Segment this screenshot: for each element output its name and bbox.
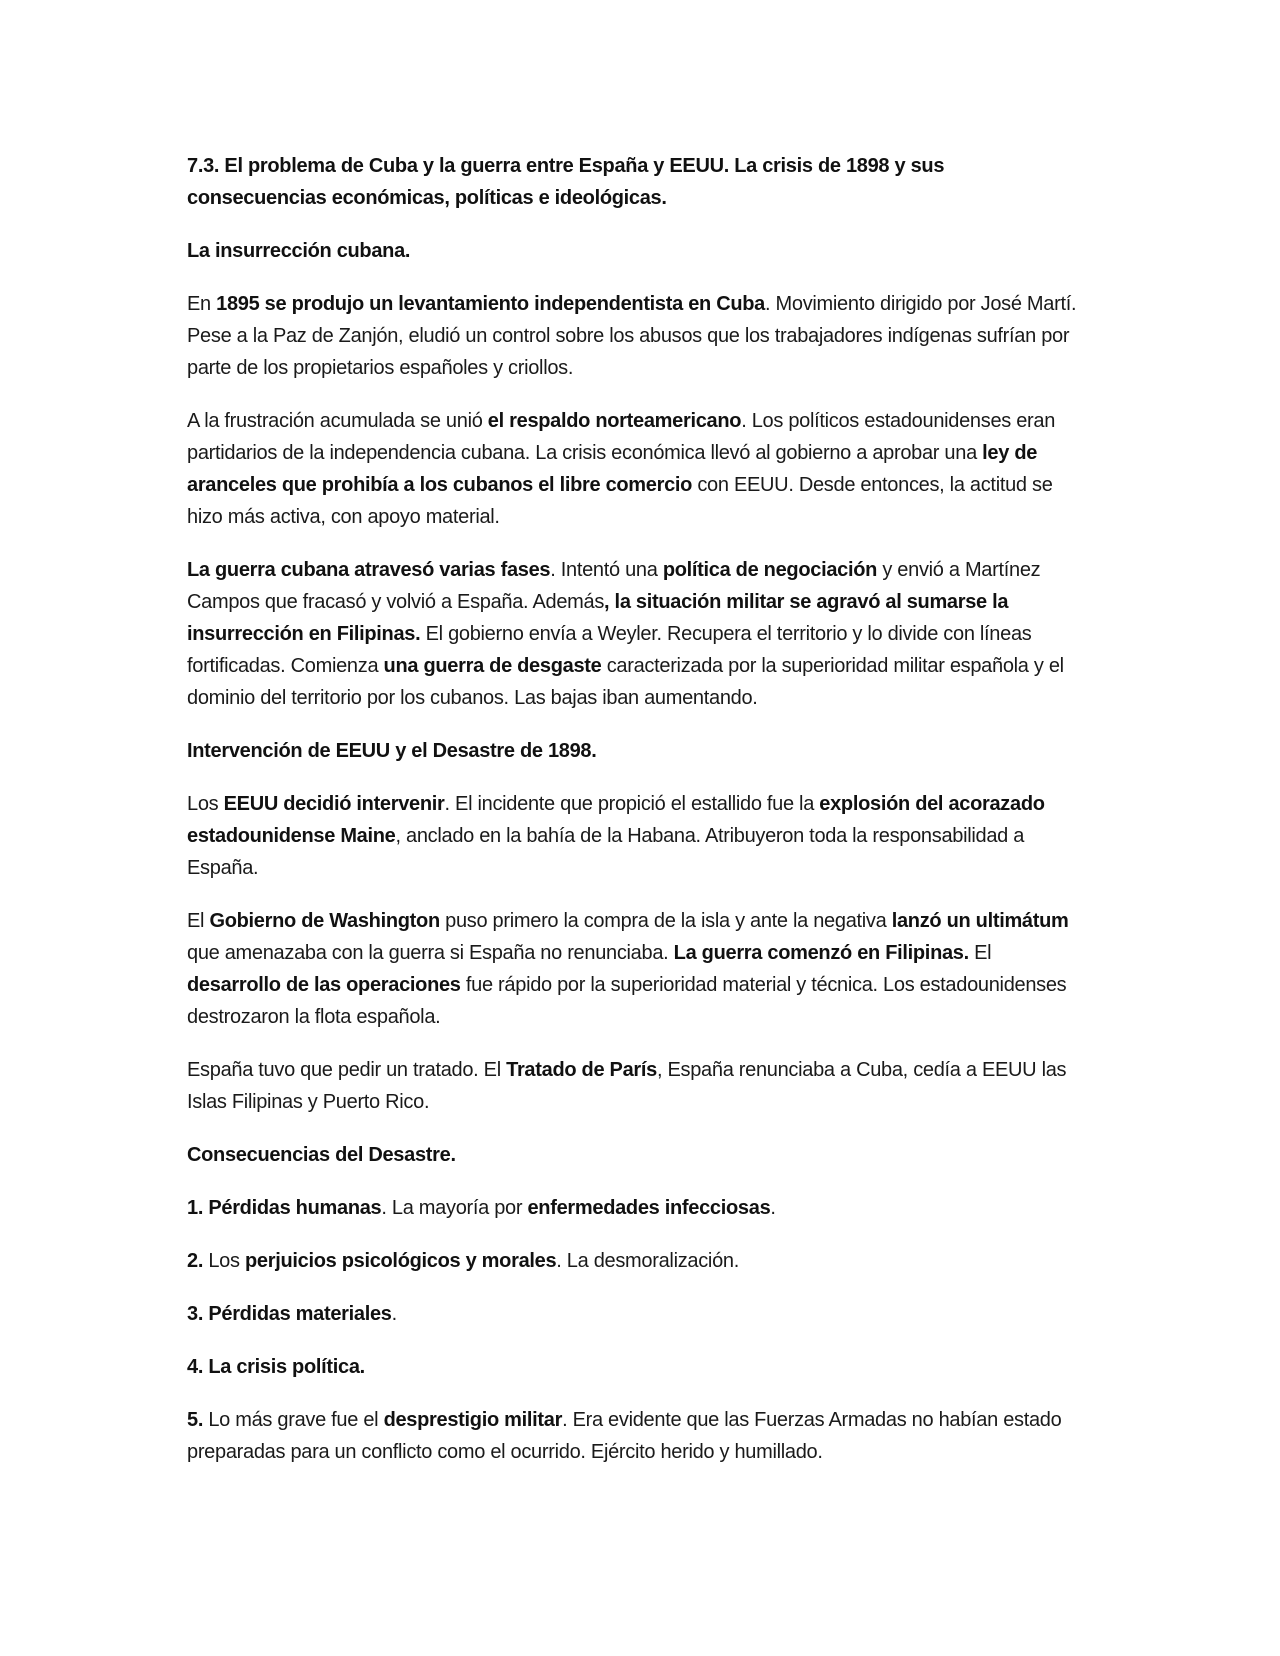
text-run: . xyxy=(391,1303,397,1325)
paragraph xyxy=(187,1351,1087,1383)
paragraph xyxy=(187,1245,1087,1277)
text-run: , España renunciaba a Cuba, cedía a EEUU las Islas Filipinas y Puerto Rico. xyxy=(187,1059,1067,1113)
bold-text-run: 1. Pérdidas humanas xyxy=(187,1197,382,1219)
text-run: , anclado en la bahía de la Habana. Atribuyeron toda la responsabilidad a España. xyxy=(187,825,1025,879)
bold-text-run: EEUU decidió intervenir xyxy=(223,793,445,815)
bold-text-run: desprestigio militar xyxy=(383,1409,563,1431)
bold-text-run: La insurrección cubana. xyxy=(187,240,411,262)
text-run: . El incidente que propició el estallido fue la xyxy=(444,793,820,815)
bold-text-run: explosión del acorazado estadounidense Maine xyxy=(187,793,1045,847)
text-run: En xyxy=(187,293,217,315)
text-run: A la frustración acumulada se unió xyxy=(187,410,488,432)
text-run: España tuvo que pedir un tratado. El xyxy=(187,1059,507,1081)
bold-text-run: perjuicios psicológicos y morales xyxy=(244,1250,557,1272)
paragraph xyxy=(187,1404,1087,1468)
text-run: El gobierno envía a Weyler. Recupera el territorio y lo divide con líneas fortificadas. Comienza xyxy=(187,623,1032,677)
paragraph xyxy=(187,1192,1087,1224)
bold-text-run: Gobierno de Washington xyxy=(209,910,440,932)
text-run: caracterizada por la superioridad militar española y el dominio del territorio por los cubanos. Las bajas iban aumentando. xyxy=(187,655,1064,709)
bold-text-run: 2. xyxy=(187,1250,204,1272)
document-page xyxy=(187,150,1087,1489)
bold-text-run: el respaldo norteamericano xyxy=(487,410,742,432)
bold-text-run: 3. Pérdidas materiales xyxy=(187,1303,392,1325)
text-run: fue rápido por la superioridad material y técnica. Los estadounidenses destrozaron la flota española. xyxy=(187,974,1067,1028)
bold-text-run: una guerra de desgaste xyxy=(383,655,602,677)
text-run: Los xyxy=(187,793,224,815)
bold-text-run: La guerra comenzó en Filipinas. xyxy=(673,942,969,964)
text-run: y envió a Martínez Campos que fracasó y volvió a España. Además xyxy=(187,559,1041,613)
paragraph xyxy=(187,788,1087,884)
text-run: que amenazaba con la guerra si España no renunciaba. xyxy=(187,942,674,964)
paragraph xyxy=(187,288,1087,384)
paragraph xyxy=(187,1298,1087,1330)
bold-text-run: ley de aranceles que prohibía a los cubanos el libre comercio xyxy=(187,442,1038,496)
bold-text-run: 5. xyxy=(187,1409,204,1431)
bold-text-run: Consecuencias del Desastre. xyxy=(187,1144,456,1166)
document-title-text: 7.3. El problema de Cuba y la guerra entre España y EEUU. La crisis de 1898 y sus consecuencias económicas, políticas e ideológicas. xyxy=(187,155,945,209)
text-run: Lo más grave fue el xyxy=(203,1409,384,1431)
text-run: . La mayoría por xyxy=(381,1197,528,1219)
document-body xyxy=(187,235,1087,1468)
text-run: con EEUU. Desde entonces, la actitud se hizo más activa, con apoyo material. xyxy=(187,474,1053,528)
bold-text-run: política de negociación xyxy=(662,559,878,581)
bold-text-run: 1895 se produjo un levantamiento independentista en Cuba xyxy=(216,293,765,315)
text-run: Los xyxy=(203,1250,245,1272)
paragraph xyxy=(187,554,1087,714)
bold-text-run: desarrollo de las operaciones xyxy=(187,974,461,996)
text-run: puso primero la compra de la isla y ante la negativa xyxy=(439,910,892,932)
text-run: El xyxy=(187,910,210,932)
bold-text-run: lanzó un ultimátum xyxy=(891,910,1069,932)
bold-text-run: Intervención de EEUU y el Desastre de 1898. xyxy=(187,740,597,762)
bold-text-run: enfermedades infecciosas xyxy=(527,1197,771,1219)
bold-text-run: La guerra cubana atravesó varias fases xyxy=(187,559,551,581)
text-run: . Era evidente que las Fuerzas Armadas no habían estado preparadas para un conflicto como el ocurrido. Ejército herido y humillado. xyxy=(187,1409,1062,1463)
document-title xyxy=(187,150,1087,214)
text-run: . Intentó una xyxy=(550,559,663,581)
paragraph xyxy=(187,1054,1087,1118)
bold-text-run: Tratado de París xyxy=(506,1059,657,1081)
text-run: . Movimiento dirigido por José Martí. Pese a la Paz de Zanjón, eludió un control sobre los abusos que los trabajadores indígenas sufrían por parte de los propietarios españoles y criollos. xyxy=(187,293,1077,379)
text-run: El xyxy=(968,942,992,964)
paragraph xyxy=(187,905,1087,1033)
bold-text-run: 4. La crisis política. xyxy=(187,1356,365,1378)
paragraph xyxy=(187,735,1087,767)
paragraph xyxy=(187,235,1087,267)
text-run: . Los políticos estadounidenses eran partidarios de la independencia cubana. La crisis económica llevó al gobierno a aprobar una xyxy=(187,410,1056,464)
paragraph xyxy=(187,1139,1087,1171)
text-run: . La desmoralización. xyxy=(556,1250,739,1272)
paragraph xyxy=(187,405,1087,533)
bold-text-run: , la situación militar se agravó al sumarse la insurrección en Filipinas. xyxy=(187,591,1009,645)
text-run: . xyxy=(770,1197,776,1219)
